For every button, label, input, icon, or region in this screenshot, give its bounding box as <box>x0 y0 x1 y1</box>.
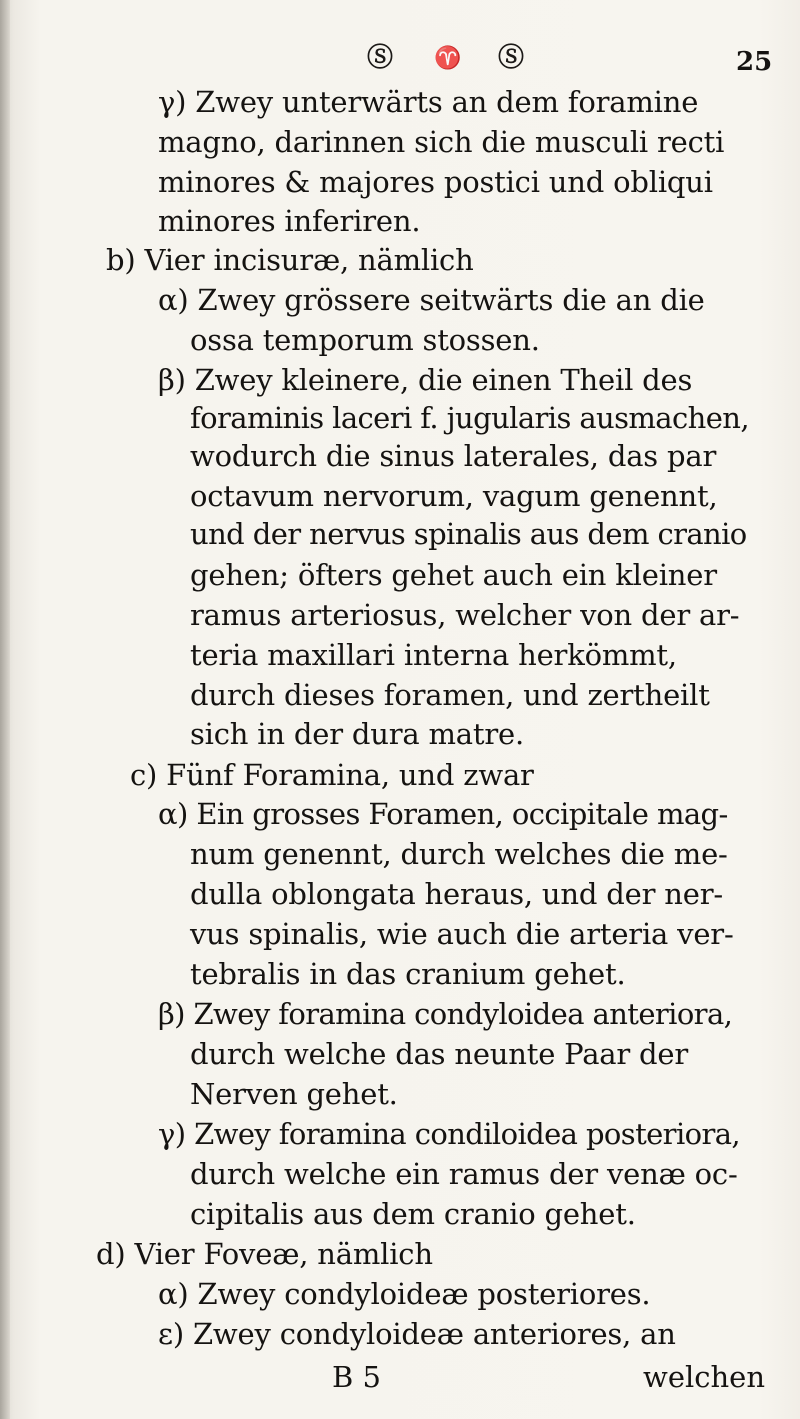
text-line: β) Zwey foramina condyloidea anteriora, <box>158 997 733 1031</box>
text-line: durch dieses foramen, und zertheilt <box>190 678 710 712</box>
text-line: d) Vier Foveæ, nämlich <box>96 1237 433 1271</box>
text-line: teria maxillari interna herkömmt, <box>190 638 677 672</box>
text-line: α) Zwey condyloideæ posteriores. <box>158 1277 651 1311</box>
catchword: welchen <box>643 1360 766 1394</box>
text-line: sich in der dura matre. <box>190 717 524 751</box>
text-line: gehen; öfters gehet auch ein kleiner <box>190 558 717 592</box>
text-line: und der nervus spinalis aus dem cranio <box>190 517 747 551</box>
text-line: foraminis laceri f. jugularis ausmachen, <box>190 401 749 435</box>
ornament-glyph: ♈ <box>434 45 462 71</box>
text-line: minores & majores postici und obliqui <box>158 165 713 199</box>
text-line: dulla oblongata heraus, und der ner- <box>190 877 723 911</box>
text-line: α) Ein grosses Foramen, occipitale mag- <box>158 797 728 831</box>
text-line: b) Vier incisuræ, nämlich <box>106 243 474 277</box>
text-line: wodurch die sinus laterales, das par <box>190 439 717 473</box>
running-head <box>0 38 800 78</box>
page-number: 25 <box>736 47 773 77</box>
ornament-glyph: Ⓢ <box>498 43 525 73</box>
ornament-glyph: Ⓢ <box>367 43 394 73</box>
signature-mark: B 5 <box>332 1360 381 1394</box>
text-line: magno, darinnen sich die musculi recti <box>158 125 725 159</box>
page-footer <box>0 1355 800 1399</box>
text-line: ramus arteriosus, welcher von der ar- <box>190 598 740 632</box>
text-line: β) Zwey kleinere, die einen Theil des <box>158 363 693 397</box>
text-line: Nerven gehet. <box>190 1077 398 1111</box>
text-line: γ) Zwey foramina condiloidea posteriora, <box>158 1117 741 1151</box>
text-line: durch welche ein ramus der venæ oc- <box>190 1157 738 1191</box>
text-line: γ) Zwey unterwärts an dem foramine <box>158 85 699 119</box>
text-line: ε) Zwey condyloideæ anteriores, an <box>158 1317 676 1351</box>
text-line: octavum nervorum, vagum genennt, <box>190 479 718 513</box>
text-line: c) Fünf Foramina, und zwar <box>130 758 534 792</box>
text-line: durch welche das neunte Paar der <box>190 1037 689 1071</box>
text-line: vus spinalis, wie auch die arteria ver- <box>190 917 734 951</box>
text-line: minores inferiren. <box>158 204 421 238</box>
text-line: cipitalis aus dem cranio gehet. <box>190 1197 636 1231</box>
text-line: tebralis in das cranium gehet. <box>190 957 626 991</box>
text-line: ossa temporum stossen. <box>190 323 540 357</box>
text-line: num genennt, durch welches die me- <box>190 837 728 871</box>
page-gutter-edge <box>0 0 10 1419</box>
text-line: α) Zwey grössere seitwärts die an die <box>158 283 705 317</box>
